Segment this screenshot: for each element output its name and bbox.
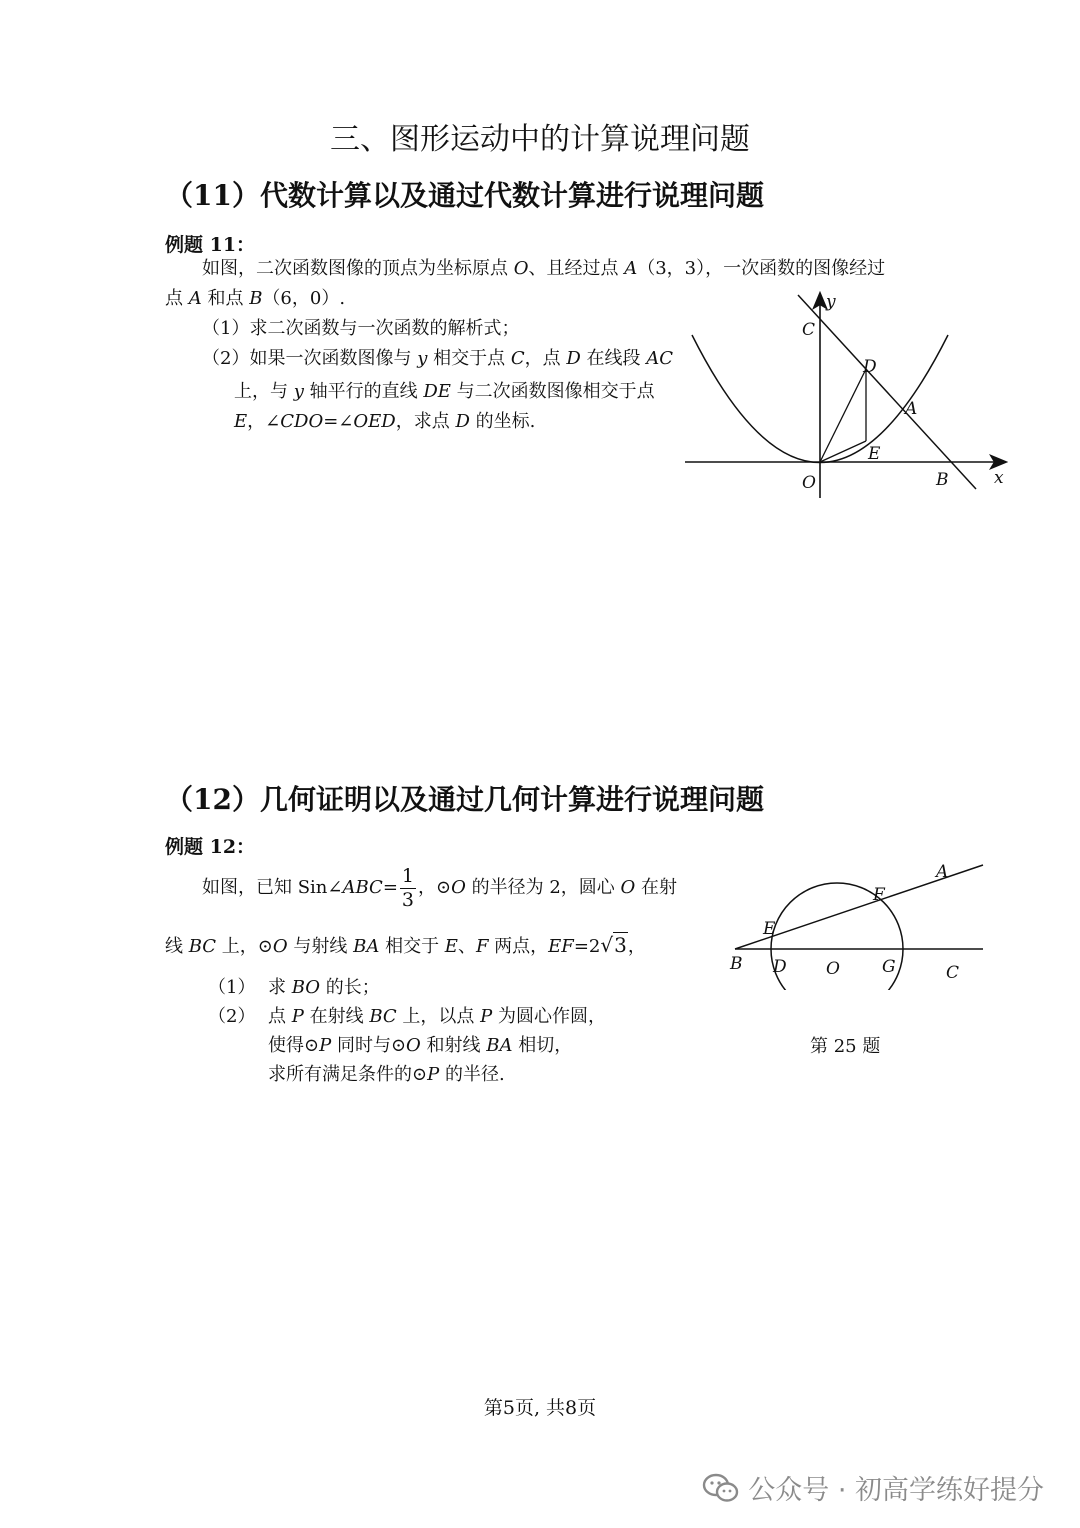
- label-e: E: [763, 919, 776, 939]
- label-g: G: [882, 957, 896, 977]
- ex12-question2-line3: 求所有满足条件的⊙P 的半径.: [268, 1064, 505, 1085]
- ex11-question2-line3: E，∠CDO=∠OED，求点 D 的坐标.: [234, 411, 536, 432]
- label-c: C: [802, 320, 816, 340]
- wechat-icon: [702, 1472, 740, 1504]
- example12-label: 例题 12：: [165, 836, 256, 858]
- label-b: B: [730, 954, 743, 974]
- segment-od: [820, 369, 866, 462]
- section-title: 三、图形运动中的计算说理问题: [330, 122, 750, 157]
- part11-heading: （11）代数计算以及通过代数计算进行说理问题: [165, 179, 764, 212]
- ex12-question2-line2: 使得⊙P 同时与⊙O 和射线 BA 相切，: [268, 1035, 573, 1056]
- label-c: C: [946, 963, 960, 983]
- label-o: O: [802, 473, 816, 493]
- label-d: D: [863, 357, 877, 377]
- example11-label: 例题 11：: [165, 234, 256, 256]
- page-footer: 第5页, 共8页: [483, 1397, 597, 1419]
- figure-caption: 第 25 题: [810, 1036, 881, 1057]
- fraction: $\frac{1}{3}$: [401, 864, 415, 911]
- label-y: y: [826, 292, 836, 312]
- label-f: F: [873, 885, 885, 905]
- ex11-question2: （2）如果一次函数图像与 y 相交于点 C，点 D 在线段 AC: [202, 348, 673, 369]
- ex12-question1: （1） 求 BO 的长；: [208, 977, 380, 998]
- part12-heading: （12）几何证明以及通过几何计算进行说理问题: [165, 783, 764, 816]
- label-b: B: [936, 470, 949, 490]
- ex11-question1: （1）求二次函数与一次函数的解析式；: [202, 318, 520, 339]
- circle-ray-figure: [725, 850, 995, 990]
- label-a: A: [905, 399, 918, 419]
- label-e: E: [868, 444, 881, 464]
- ex12-question2: （2） 点 P 在射线 BC 上，以点 P 为圆心作圆，: [208, 1006, 606, 1027]
- label-a: A: [936, 862, 949, 882]
- label-d: D: [773, 957, 787, 977]
- label-x: x: [994, 468, 1004, 488]
- sqrt-sign: √3: [600, 933, 627, 957]
- parabola-line-figure: [680, 288, 1020, 508]
- watermark: [702, 1468, 1044, 1507]
- label-o: O: [826, 959, 840, 979]
- ex12-line1: 如图，已知 Sin∠ABC= $\frac{1}{3}$ ，⊙O 的半径为 2，圆心 O 在射: [202, 864, 677, 911]
- watermark-text: 公众号 · 初高学练好提分: [748, 1475, 1044, 1506]
- ex11-line1: 如图，二次函数图像的顶点为坐标原点 O、且经过点 A（3，3），一次函数的图像经过: [202, 258, 886, 279]
- ex12-line2: 线 BC 上，⊙O 与射线 BA 相交于 E、F 两点，EF=2√3，: [165, 930, 646, 962]
- ex11-question2-line2: 上，与 y 轴平行的直线 DE 与二次函数图像相交于点: [234, 381, 655, 402]
- ex11-line2: 点 A 和点 B（6，0）.: [165, 288, 346, 309]
